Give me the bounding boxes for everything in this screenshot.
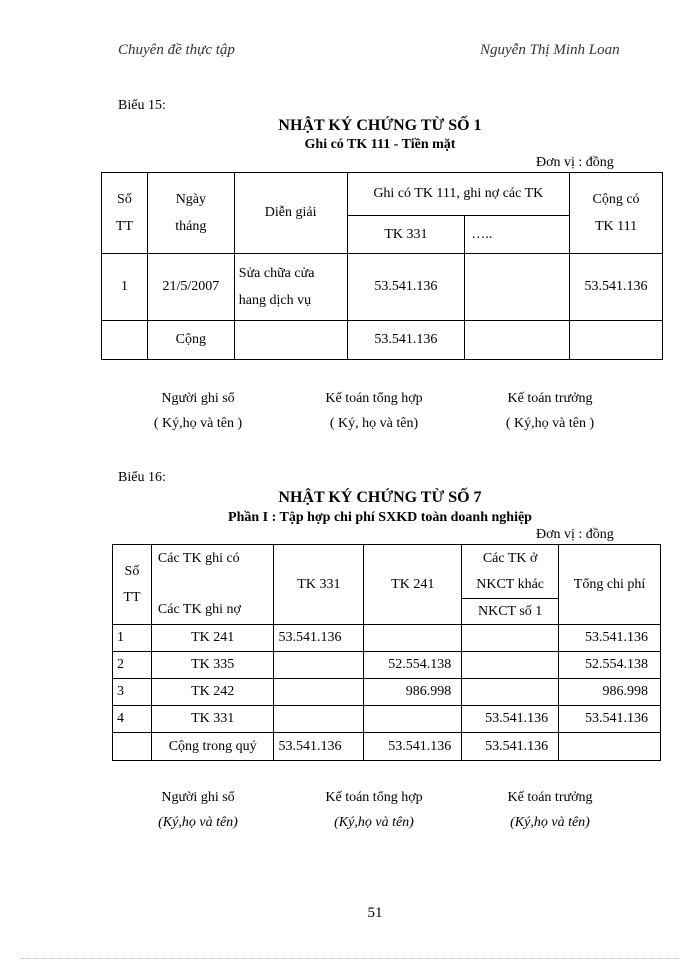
cell-date: 21/5/2007 xyxy=(147,254,234,321)
cell-tk331 xyxy=(274,706,364,733)
signature-general-accountant: Kế toán tổng hợp ( Ký, họ và tên) xyxy=(325,391,423,431)
cell-stt: 3 xyxy=(113,679,152,706)
header-total: Cộng có TK 111 xyxy=(570,173,663,254)
header-tk241: TK 241 xyxy=(364,545,462,625)
table-row xyxy=(113,652,661,679)
cell-tk241 xyxy=(364,706,462,733)
section1-label: Biểu 15: xyxy=(118,98,166,113)
section1-subtitle: Ghi có TK 111 - Tiền mặt xyxy=(304,137,456,152)
cell-nkct xyxy=(462,652,559,679)
cell-empty xyxy=(234,321,347,360)
cell-stt: 1 xyxy=(113,625,152,652)
cell-stt: 4 xyxy=(113,706,152,733)
cell-nkct xyxy=(462,679,559,706)
cell-account: TK 241 xyxy=(151,625,274,652)
footer-divider xyxy=(20,958,680,959)
cell-tk331: 53.541.136 xyxy=(274,625,364,652)
cell-tk241 xyxy=(364,625,462,652)
section2-title: NHẬT KÝ CHỨNG TỪ SỐ 7 xyxy=(278,489,482,506)
section2-label: Biểu 16: xyxy=(118,470,166,485)
cell-tk331 xyxy=(274,652,364,679)
cell-tk331: 53.541.136 xyxy=(347,254,465,321)
cell-total: 53.541.136 xyxy=(559,625,661,652)
cell-total: 986.998 xyxy=(559,679,661,706)
header-group: Ghi có TK 111, ghi nợ các TK xyxy=(347,173,570,216)
signature-chief-accountant-2: Kế toán trưởng (Ký,họ và tên) xyxy=(507,790,593,830)
header-desc: Diễn giải xyxy=(234,173,347,254)
signature-chief-accountant: Kế toán trưởng ( Ký,họ và tên ) xyxy=(505,391,595,431)
cell-tk241: 52.554.138 xyxy=(364,652,462,679)
cell-account: TK 331 xyxy=(151,706,274,733)
header-nkct1: NKCT số 1 xyxy=(462,599,559,625)
header-tk331: TK 331 xyxy=(347,216,465,254)
cell-total-label: Cộng trong quý xyxy=(151,733,274,761)
cell-total-label: Cộng xyxy=(147,321,234,360)
signature-recorder-2: Người ghi sổ (Ký,họ và tên) xyxy=(158,790,238,830)
section1-title: NHẬT KÝ CHỨNG TỪ SỐ 1 xyxy=(278,117,482,134)
journal-table-1 xyxy=(101,172,663,360)
header-credit: Các TK ghi có xyxy=(157,551,240,566)
cell-account: TK 335 xyxy=(151,652,274,679)
section1-unit: Đơn vị : đồng xyxy=(536,155,614,170)
cell-nkct: 53.541.136 xyxy=(462,706,559,733)
cell-empty xyxy=(113,733,152,761)
cell-empty xyxy=(570,321,663,360)
signature-general-accountant-2: Kế toán tổng hợp (Ký,họ và tên) xyxy=(325,790,423,830)
cell-tk241: 986.998 xyxy=(364,679,462,706)
cell-total-sum xyxy=(559,733,661,761)
cell-total: 53.541.136 xyxy=(570,254,663,321)
cell-account: TK 242 xyxy=(151,679,274,706)
cell-tk331 xyxy=(274,679,364,706)
cell-other xyxy=(465,254,570,321)
header-right: Nguyễn Thị Minh Loan xyxy=(480,42,620,58)
table-row xyxy=(113,625,661,652)
cell-total: 52.554.138 xyxy=(559,652,661,679)
header-accounts xyxy=(151,545,274,625)
cell-empty xyxy=(102,321,148,360)
page-number: 51 xyxy=(367,905,383,921)
header-debit: Các TK ghi nợ xyxy=(157,602,241,617)
table-row xyxy=(113,679,661,706)
table-total-row xyxy=(102,321,663,360)
header-left: Chuyên đề thực tập xyxy=(118,42,235,58)
cell-stt: 2 xyxy=(113,652,152,679)
cell-total-tk331: 53.541.136 xyxy=(274,733,364,761)
cell-total-nkct: 53.541.136 xyxy=(462,733,559,761)
header-stt: Số TT xyxy=(102,173,148,254)
cell-total-tk241: 53.541.136 xyxy=(364,733,462,761)
section2-subtitle: Phần I : Tập hợp chi phí SXKD toàn doanh nghiệp xyxy=(228,510,532,525)
header-date: Ngày tháng xyxy=(147,173,234,254)
header-stt: Số TT xyxy=(113,545,152,625)
cell-total-tk331: 53.541.136 xyxy=(347,321,465,360)
signature-recorder: Người ghi sổ ( Ký,họ và tên ) xyxy=(153,391,243,431)
cell-desc: Sửa chữa cửa hang dịch vụ xyxy=(234,254,347,321)
cell-empty xyxy=(465,321,570,360)
table-row xyxy=(113,706,661,733)
header-total: Tổng chi phí xyxy=(559,545,661,625)
journal-table-2 xyxy=(112,544,661,761)
section2-unit: Đơn vị : đồng xyxy=(536,527,614,542)
header-nkct: Các TK ở NKCT khác xyxy=(462,545,559,599)
table-total-row xyxy=(113,733,661,761)
cell-total: 53.541.136 xyxy=(559,706,661,733)
table-row xyxy=(102,254,663,321)
header-dots: ….. xyxy=(465,216,570,254)
header-tk331: TK 331 xyxy=(274,545,364,625)
cell-nkct xyxy=(462,625,559,652)
cell-stt: 1 xyxy=(102,254,148,321)
